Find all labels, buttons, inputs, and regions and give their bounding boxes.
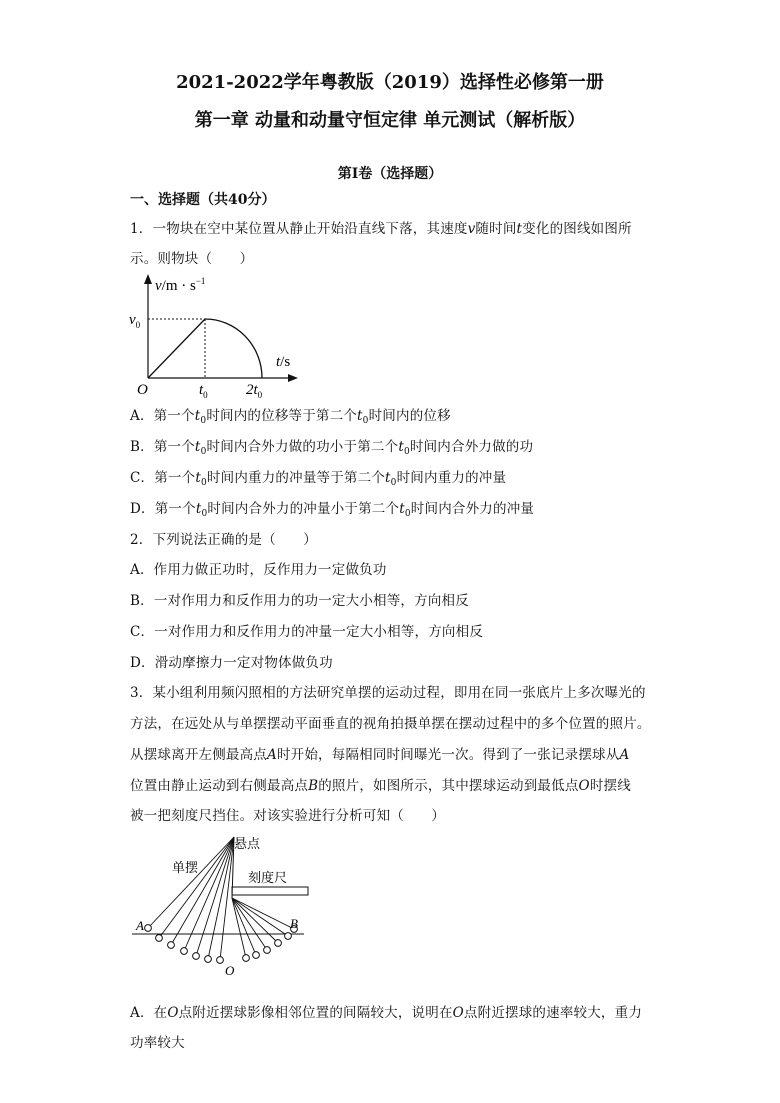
pendulum-string <box>196 837 234 956</box>
q1-option-a[interactable]: A．第一个$t_0$时间内的位移等于第二个$t_0$时间内的位移 <box>130 408 451 426</box>
graph-arc-segment <box>205 319 262 378</box>
pendulum-bobs <box>145 925 298 964</box>
pendulum-bob <box>253 952 260 959</box>
q1-vt-graph <box>128 272 308 400</box>
q3-pendulum-figure <box>128 828 318 980</box>
pendulum-bob <box>168 942 175 949</box>
point-a-label: A <box>136 918 144 933</box>
q2-option-b[interactable]: B．一对作用力和反作用力的功一定大小相等，方向相反 <box>130 593 469 609</box>
graph-origin-label: O <box>137 382 148 398</box>
q1-var-t: t <box>516 221 523 237</box>
section-label: 一、选择题（共40分） <box>130 192 276 208</box>
q1-stem-b: 随时间 <box>475 221 517 237</box>
q3-option-a-line1[interactable]: A．在O点附近摆球影像相邻位置的间隔较大，说明在O点附近摆球的速率较大，重力 <box>130 1005 643 1021</box>
point-o-label: O <box>225 963 235 978</box>
q1-option-b[interactable]: B．第一个$t_0$时间内合外力做的功小于第二个$t_0$时间内合外力做的功 <box>130 439 534 457</box>
pendulum-string <box>232 898 278 943</box>
pendulum-string <box>232 898 267 950</box>
part-label: 第Ⅰ卷（选择题） <box>337 166 443 182</box>
pendulum-label: 单摆 <box>172 860 199 875</box>
q1-stem-line1 <box>130 217 632 237</box>
q3-stem-line3: 从摆球离开左侧最高点A时开始，每隔相同时间曝光一次。得到了一张记录摆球从A <box>130 747 630 763</box>
q1-stem-a: 1．一物块在空中某位置从静止开始沿直线下落，其速度 <box>130 221 468 237</box>
pendulum-string <box>148 837 234 928</box>
q2-stem: 2．下列说法正确的是（ ） <box>130 532 317 548</box>
graph-2t0-label: $2t_0$ <box>246 382 263 400</box>
q1-option-d[interactable]: D．第一个$t_0$时间内合外力的冲量小于第二个$t_0$时间内合外力的冲量 <box>130 501 535 519</box>
pendulum-bob <box>181 948 188 955</box>
graph-t0-label: $t_0$ <box>199 382 208 400</box>
pendulum-string <box>232 898 294 929</box>
q1-var-v: v <box>467 221 476 237</box>
q1-stem-c: 变化的图线如图所 <box>522 221 632 237</box>
pendulum-string <box>208 837 234 959</box>
pendulum-bob <box>156 935 163 942</box>
pivot-label: 悬点 <box>234 836 261 851</box>
pendulum-bob <box>264 947 271 954</box>
q3-stem-line5: 被一把刻度尺挡住。对该实验进行分析可知（ ） <box>130 808 446 824</box>
pendulum-bob <box>285 933 292 940</box>
graph-y-arrow <box>144 274 152 284</box>
exam-title-line1: 2021-2022学年粤教版（2019）选择性必修第一册 <box>176 72 604 93</box>
q3-option-a-line2: 功率较大 <box>130 1035 185 1051</box>
pendulum-string <box>171 837 234 945</box>
graph-v0-label: $v_0$ <box>129 312 141 330</box>
graph-linear-segment <box>148 319 205 378</box>
q1-option-c[interactable]: C．第一个$t_0$时间内重力的冲量等于第二个$t_0$时间内重力的冲量 <box>130 470 507 488</box>
graph-x-label: t/s <box>276 354 291 370</box>
graph-y-label: $v/m \cdot s^{-1}$ <box>155 276 206 294</box>
q3-stem-line2: 方法，在远处从与单摆摆动平面垂直的视角拍摄单摆在摆动过程中的多个位置的照片。 <box>130 716 651 732</box>
q2-option-a[interactable]: A．作用力做正功时，反作用力一定做负功 <box>130 562 387 578</box>
q3-stem-line4: 位置由静止运动到右侧最高点B的照片，如图所示，其中摆球运动到最低点O时摆线 <box>130 778 631 794</box>
pendulum-bob <box>275 940 282 947</box>
pendulum-bob <box>193 953 200 960</box>
exam-title-line2: 第一章 动量和动量守恒定律 单元测试（解析版） <box>194 110 586 131</box>
ruler <box>232 887 308 895</box>
pendulum-bob <box>145 925 152 932</box>
pendulum-bob <box>243 955 250 962</box>
pendulum-bob <box>205 956 212 963</box>
ruler-label: 刻度尺 <box>248 870 288 885</box>
point-b-label: B <box>290 916 298 931</box>
q2-option-c[interactable]: C．一对作用力和反作用力的冲量一定大小相等，方向相反 <box>130 624 484 640</box>
q2-option-d[interactable]: D．滑动摩擦力一定对物体做负功 <box>130 655 333 671</box>
q1-stem-line2: 示。则物块（ ） <box>130 251 254 267</box>
graph-x-arrow <box>288 374 298 382</box>
pendulum-string <box>232 898 246 958</box>
pendulum-bob <box>217 957 224 964</box>
q3-stem-line1: 3．某小组利用频闪照相的方法研究单摆的运动过程，即用在同一张底片上多次曝光的 <box>130 685 646 701</box>
